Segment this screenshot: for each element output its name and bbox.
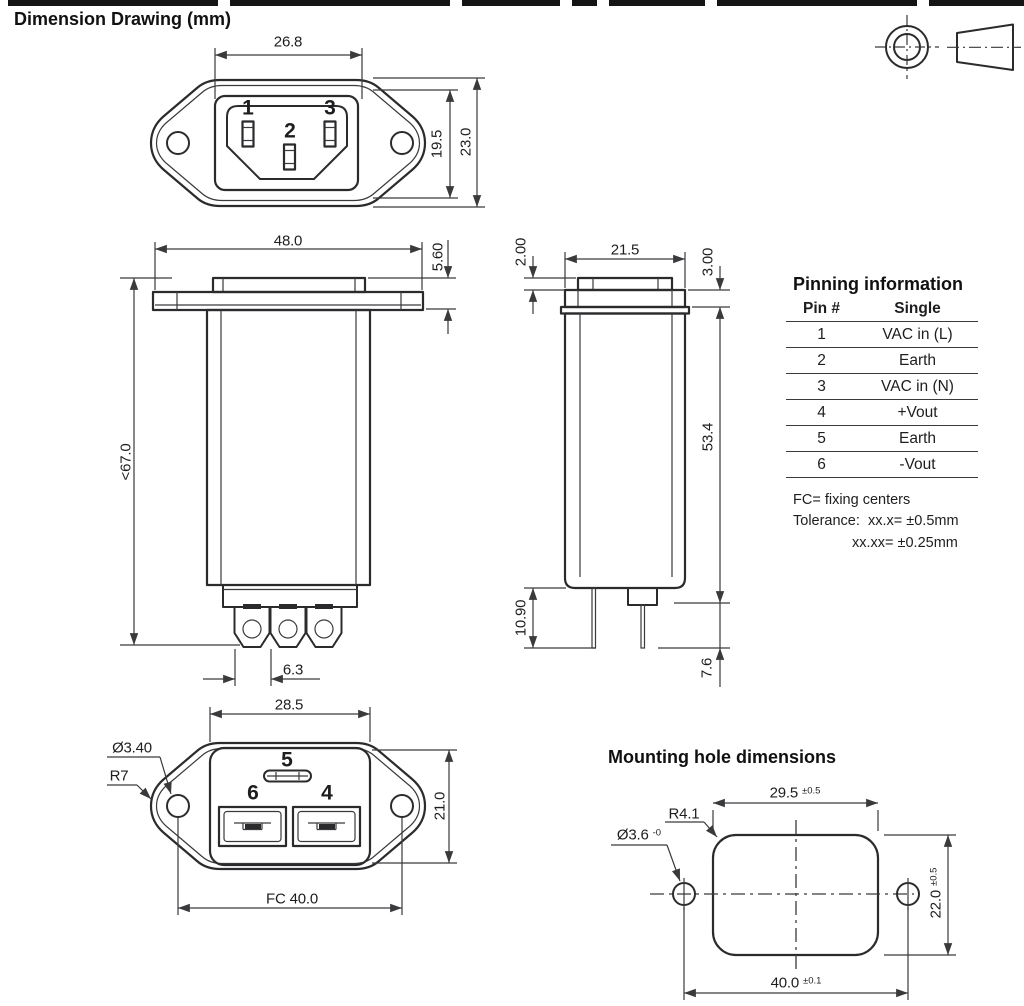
front-view-drawing — [151, 48, 485, 207]
back-pin6-label: 6 — [247, 781, 259, 805]
pin-function: Earth — [857, 348, 978, 374]
dim-label-fc-40-0: FC 40.0 — [266, 890, 318, 908]
dim-label-5-60: 5.60 — [429, 242, 447, 272]
pin-function: Earth — [857, 426, 978, 452]
pin-number: 6 — [786, 452, 857, 478]
table-row — [786, 426, 978, 452]
note-fixing-centers: FC= fixing centers — [793, 492, 911, 508]
pinning-col-pin: Pin # — [786, 296, 857, 322]
page-title: Dimension Drawing (mm) — [14, 9, 232, 29]
dim-label-6-3: 6.3 — [282, 661, 304, 679]
faston-tab-2 — [271, 604, 306, 647]
faston-tab-3 — [307, 604, 342, 647]
table-row — [786, 452, 978, 478]
pinning-col-single: Single — [857, 296, 978, 322]
leader-corner-radius — [107, 785, 151, 799]
pin-1-blade — [243, 122, 254, 147]
dim-label-23-0: 23.0 — [457, 127, 475, 157]
pin-number: 1 — [786, 322, 857, 348]
dim-label-22-0 — [929, 868, 944, 919]
pin-number: 4 — [786, 400, 857, 426]
dim-label-21-5: 21.5 — [610, 241, 640, 259]
label-flange-radius: R7 — [109, 767, 129, 785]
earth-slot-5 — [264, 771, 311, 782]
pin-number: 2 — [786, 348, 857, 374]
dim-label-48-0: 48.0 — [273, 232, 303, 250]
collar — [565, 290, 685, 307]
mounting-hole-right — [391, 132, 413, 154]
pin-3-blade — [325, 122, 336, 147]
faston-tab-1 — [235, 604, 270, 647]
note-tolerance-2: xx.xx= ±0.25mm — [852, 535, 958, 551]
front-pin3-label: 3 — [324, 96, 336, 120]
dim-label-10-90: 10.90 — [512, 599, 530, 637]
body — [565, 314, 685, 589]
pin-number: 5 — [786, 426, 857, 452]
pin-number: 3 — [786, 374, 857, 400]
leader-cutout-radius — [665, 822, 717, 837]
front-pin2-label: 2 — [284, 119, 296, 143]
back-pin5-label: 5 — [281, 748, 293, 772]
dim-rear-cap-height — [524, 256, 576, 314]
dim-label-28-5: 28.5 — [274, 696, 304, 714]
terminal-step — [223, 585, 357, 607]
dim-label-29-5 — [770, 786, 821, 801]
dim-cutout-height — [884, 835, 956, 955]
dim-rear-pin-length — [524, 588, 596, 648]
dim-tolerance: ±0.1 — [802, 975, 822, 987]
table-row — [786, 348, 978, 374]
socket-6 — [219, 807, 286, 846]
label-hole-diameter: Ø3.40 — [112, 739, 152, 757]
dim-label-3-00: 3.00 — [699, 247, 717, 277]
rear-side-view-drawing — [524, 252, 730, 687]
front-pin1-label: 1 — [242, 96, 254, 120]
note-tolerance-label: Tolerance: — [793, 513, 860, 529]
pin-function: +Vout — [857, 400, 978, 426]
label-cutout-radius: R4.1 — [668, 805, 700, 823]
dim-label-53-4: 53.4 — [699, 422, 717, 452]
pin-function: VAC in (L) — [857, 322, 978, 348]
dim-front-width — [215, 48, 362, 99]
dim-value: Ø3.6 — [616, 826, 649, 844]
note-tolerance-1: xx.x= ±0.5mm — [868, 513, 959, 529]
dim-value: 22.0 — [927, 889, 945, 919]
label-panel-hole-dia — [617, 828, 661, 843]
dim-value: 40.0 — [770, 974, 800, 992]
filter-body — [207, 310, 370, 585]
mounting-title: Mounting hole dimensions — [608, 747, 836, 767]
flange-bar — [153, 292, 423, 310]
table-row — [786, 322, 978, 348]
dim-label-21-0: 21.0 — [431, 791, 449, 821]
mounting-hole-drawing — [611, 803, 956, 1000]
mounting-hole-left — [167, 795, 189, 817]
dim-label-67-0: <67.0 — [117, 443, 135, 481]
dim-label-26-8: 26.8 — [273, 33, 303, 51]
wire-pin-center — [641, 605, 645, 648]
table-row — [786, 374, 978, 400]
mounting-hole-right — [391, 795, 413, 817]
flange-outline — [151, 80, 425, 206]
wire-pin-left — [592, 588, 596, 648]
table-row — [786, 400, 978, 426]
dim-tolerance: -0 — [652, 827, 662, 839]
connector-cap — [213, 278, 365, 292]
pin-boss — [628, 588, 657, 605]
back-pin4-label: 4 — [321, 781, 333, 805]
leader-panel-hole-dia — [611, 845, 680, 881]
side-view-drawing — [117, 240, 456, 686]
dim-tolerance: ±0.5 — [928, 867, 940, 887]
dim-label-7-6: 7.6 — [698, 657, 716, 679]
dim-label-2-00: 2.00 — [512, 237, 530, 267]
socket-4 — [293, 807, 360, 846]
dim-rear-right-chain — [658, 266, 730, 687]
pin-2-blade — [284, 145, 295, 170]
pinning-table — [786, 296, 978, 478]
flange-inner-contour — [157, 86, 420, 201]
dim-label-40-0 — [771, 976, 822, 991]
pin-function: VAC in (N) — [857, 374, 978, 400]
dim-label-19-5: 19.5 — [428, 129, 446, 159]
mounting-hole-left — [167, 132, 189, 154]
pin-function: -Vout — [857, 452, 978, 478]
back-view-drawing — [107, 707, 457, 915]
pinning-header-row — [786, 296, 978, 322]
first-angle-projection-icon — [875, 15, 1021, 79]
dim-tolerance: ±0.5 — [801, 785, 821, 797]
pinning-title: Pinning information — [793, 274, 963, 294]
dim-value: 29.5 — [769, 784, 799, 802]
